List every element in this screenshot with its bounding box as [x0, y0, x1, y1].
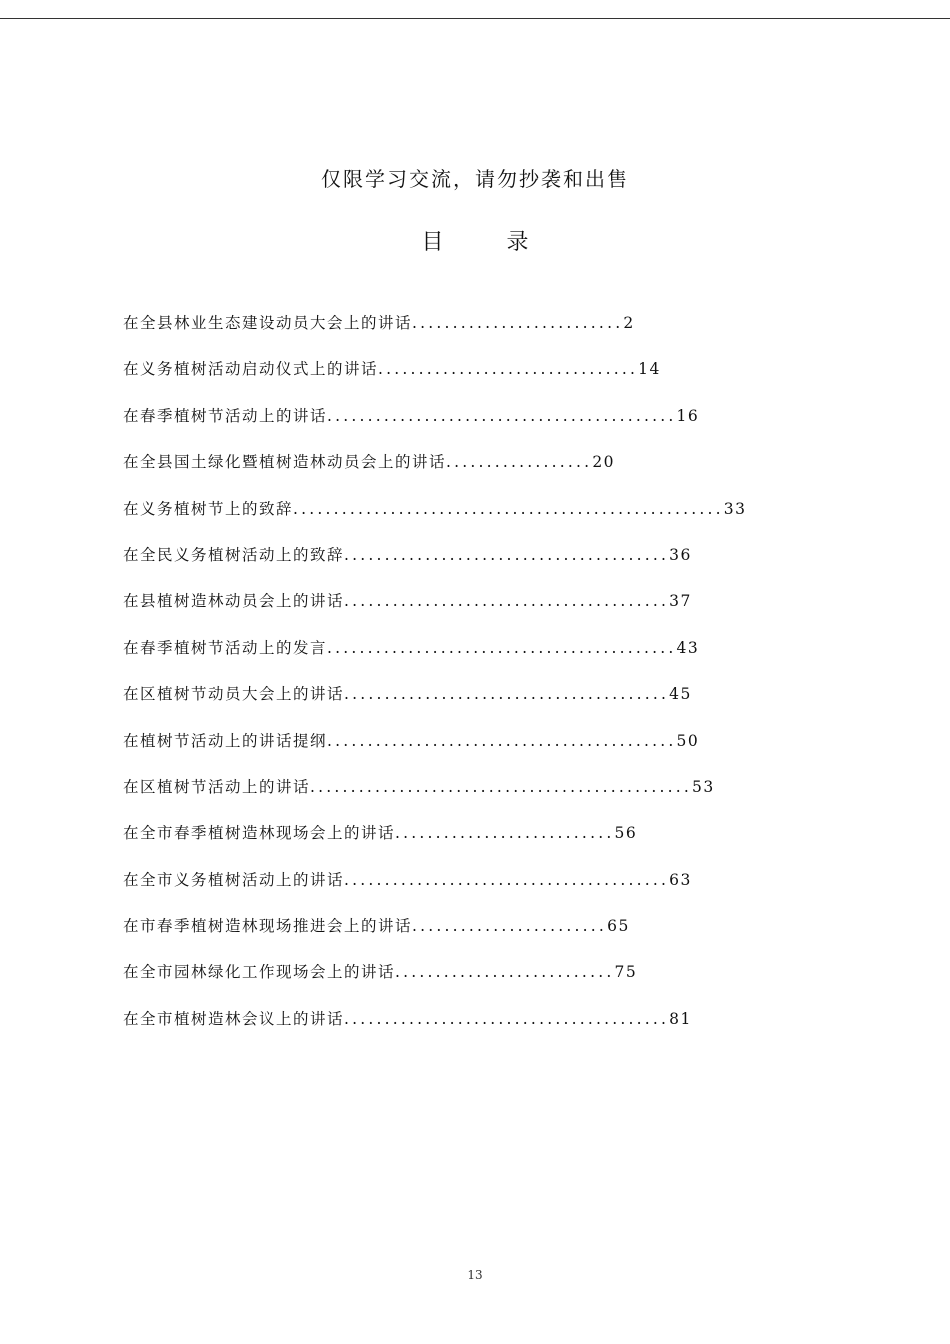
- toc-entry-page: 14: [638, 360, 661, 379]
- toc-entry-leader: ...........................................: [327, 638, 677, 657]
- toc-entry-leader: ...........................................: [327, 406, 677, 425]
- toc-entry-leader: ...............................................: [310, 777, 692, 796]
- toc-entry[interactable]: [123, 637, 746, 683]
- toc-entry[interactable]: [123, 544, 746, 590]
- toc-entry[interactable]: [123, 961, 746, 1007]
- toc-entry-title: 在春季植树节活动上的发言: [123, 638, 328, 657]
- toc-entry-leader: ........................................: [344, 592, 670, 611]
- toc-entry-page: 53: [692, 777, 715, 796]
- table-of-contents: [123, 312, 746, 1054]
- toc-entry-title: 在区植树节活动上的讲话: [123, 777, 311, 796]
- header-rule: [0, 18, 950, 19]
- toc-entry-page: 63: [669, 870, 692, 889]
- toc-entry[interactable]: [123, 1008, 746, 1054]
- toc-entry-leader: ..................: [446, 453, 593, 472]
- toc-entry-page: 20: [592, 453, 616, 472]
- toc-entry-page: 50: [676, 731, 700, 750]
- toc-entry[interactable]: [123, 869, 746, 915]
- toc-entry-leader: .....................................................: [293, 499, 724, 518]
- toc-entry-leader: ........................................: [344, 685, 670, 704]
- toc-entry-page: 45: [669, 685, 692, 704]
- toc-entry-page: 36: [669, 545, 692, 564]
- toc-entry[interactable]: [123, 358, 746, 404]
- toc-entry-title: 在义务植树节上的致辞: [123, 499, 294, 518]
- toc-entry-leader: ........................................: [344, 1009, 670, 1028]
- toc-entry[interactable]: [123, 776, 746, 822]
- toc-entry-page: 33: [723, 499, 747, 518]
- toc-entry[interactable]: [123, 683, 746, 729]
- toc-entry-leader: ...........................: [395, 824, 615, 843]
- toc-entry-leader: ........................................: [344, 545, 670, 564]
- toc-entry-leader: ...........................................: [327, 731, 677, 750]
- toc-entry-leader: ..........................: [412, 314, 624, 332]
- toc-entry-title: 在植树节活动上的讲话提纲: [123, 731, 328, 750]
- toc-entry[interactable]: [123, 822, 746, 868]
- toc-entry-page: 65: [607, 917, 630, 936]
- toc-entry-page: 16: [676, 406, 700, 425]
- toc-entry[interactable]: [123, 590, 746, 636]
- toc-entry-leader: ...........................: [395, 963, 615, 982]
- toc-entry-title: 在市春季植树造林现场推进会上的讲话: [123, 917, 413, 936]
- copyright-notice: 仅限学习交流，请勿抄袭和出售: [321, 167, 629, 191]
- toc-entry[interactable]: [123, 498, 746, 544]
- toc-entry[interactable]: [123, 451, 746, 497]
- toc-entry-title: 在区植树节动员大会上的讲话: [123, 685, 345, 704]
- toc-entry-title: 在全市植树造林会议上的讲话: [123, 1009, 345, 1028]
- toc-entry-leader: ................................: [378, 360, 639, 379]
- toc-entry-title: 在全市园林绿化工作现场会上的讲话: [123, 963, 396, 982]
- toc-entry[interactable]: [123, 312, 746, 358]
- toc-entry-leader: ........................: [412, 917, 608, 936]
- toc-entry-page: 43: [676, 638, 700, 657]
- toc-entry-title: 在义务植树活动启动仪式上的讲话: [123, 360, 379, 379]
- toc-entry-title: 在全市春季植树造林现场会上的讲话: [123, 824, 396, 843]
- toc-entry-leader: ........................................: [344, 870, 670, 889]
- toc-entry-title: 在全市义务植树活动上的讲话: [123, 870, 345, 889]
- page-number: 13: [467, 1268, 483, 1282]
- toc-entry-page: 37: [669, 592, 692, 611]
- toc-entry-page: 75: [614, 963, 638, 982]
- toc-entry-page: 81: [669, 1009, 692, 1028]
- toc-entry[interactable]: [123, 730, 746, 776]
- toc-entry[interactable]: [123, 915, 746, 961]
- toc-entry-title: 在春季植树节活动上的讲话: [123, 406, 328, 425]
- toc-entry-title: 在全民义务植树活动上的致辞: [123, 545, 345, 564]
- toc-heading: 目 录: [421, 230, 557, 255]
- toc-entry-title: 在县植树造林动员会上的讲话: [123, 592, 345, 611]
- toc-entry-title: 在全县林业生态建设动员大会上的讲话: [123, 314, 413, 332]
- toc-entry-page: 56: [614, 824, 638, 843]
- toc-entry-page: 2: [623, 314, 635, 332]
- toc-entry-title: 在全县国土绿化暨植树造林动员会上的讲话: [123, 453, 447, 472]
- toc-entry[interactable]: [123, 405, 746, 451]
